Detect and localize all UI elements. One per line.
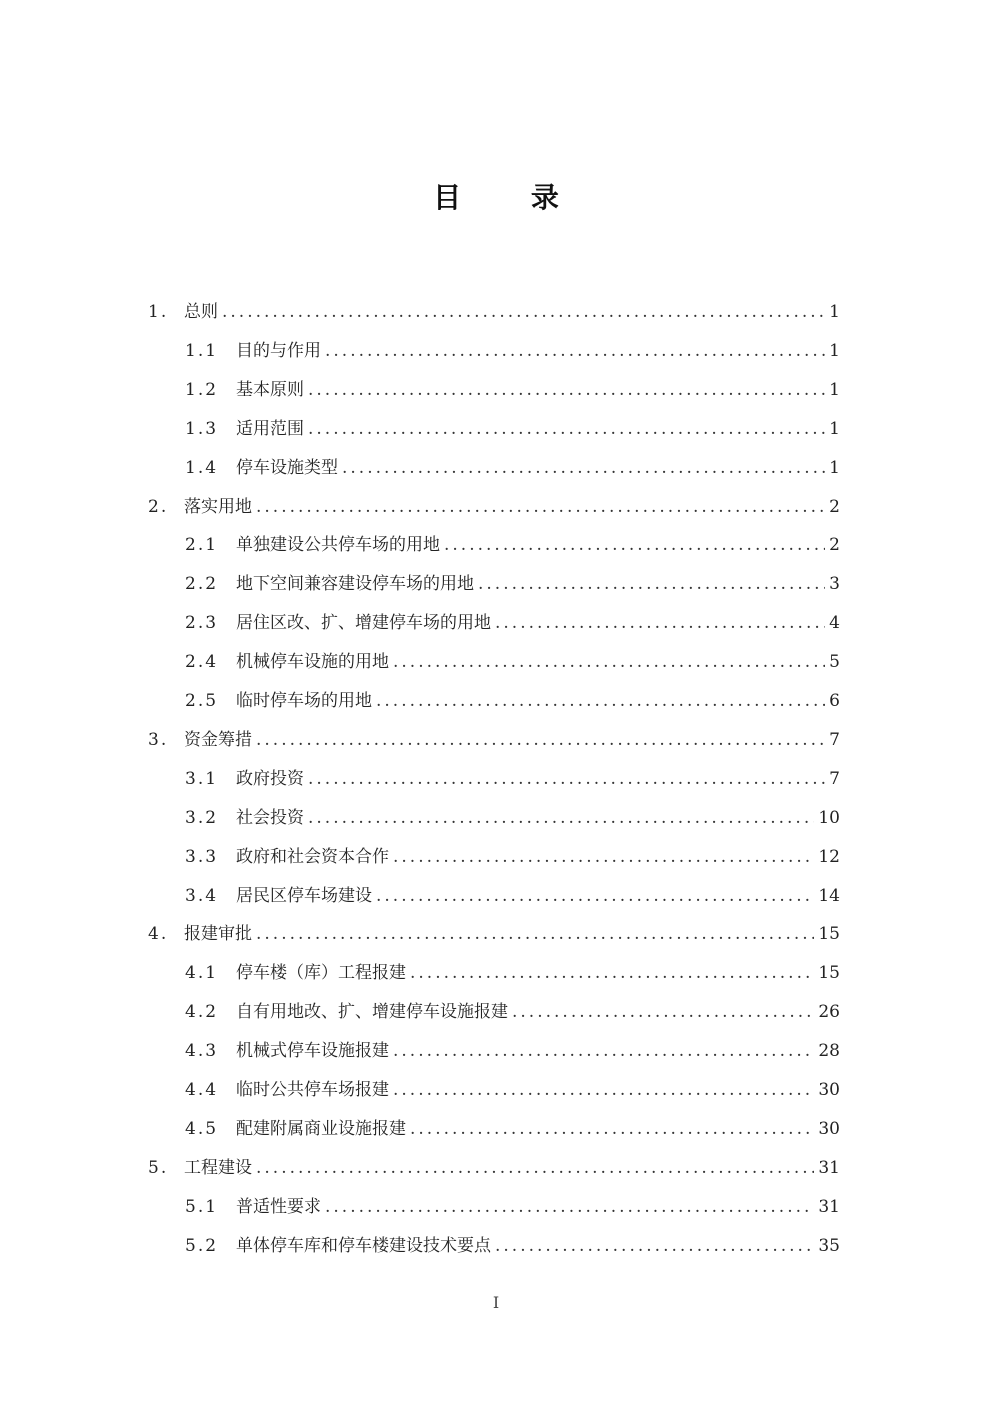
toc-entry-page: 1 xyxy=(829,457,840,478)
toc-entry-title: 停车设施类型 xyxy=(236,457,338,478)
toc-entry-page: 28 xyxy=(818,1041,840,1062)
toc-entry-page: 7 xyxy=(829,768,840,789)
toc-dot-leader xyxy=(256,1155,814,1181)
toc-dot-leader xyxy=(444,532,825,558)
toc-entry-number: 2.2 xyxy=(185,574,219,595)
toc-entry-page: 1 xyxy=(829,302,840,322)
toc-dot-leader xyxy=(308,416,825,442)
toc-entry-number: 4.4 xyxy=(185,1080,219,1100)
toc-dot-leader xyxy=(478,571,825,597)
toc-section-entry[interactable] xyxy=(185,1233,840,1259)
toc-dot-leader xyxy=(325,1194,814,1220)
toc-dot-leader xyxy=(222,299,825,325)
toc-entry-title: 资金筹措 xyxy=(184,729,252,750)
toc-section-entry[interactable] xyxy=(185,960,840,986)
toc-entry-page: 2 xyxy=(829,496,840,517)
toc-section-entry[interactable] xyxy=(185,1116,840,1142)
toc-entry-number: 1.1 xyxy=(185,340,219,361)
toc-entry-title: 临时公共停车场报建 xyxy=(236,1080,389,1100)
toc-entry-title: 报建审批 xyxy=(184,924,252,945)
toc-entry-number: 2. xyxy=(148,496,169,517)
toc-dot-leader xyxy=(393,649,825,675)
toc-entry-page: 3 xyxy=(829,574,840,595)
toc-entry-page: 30 xyxy=(818,1080,840,1100)
toc-dot-leader xyxy=(256,727,825,753)
toc-entry-title: 落实用地 xyxy=(184,496,252,517)
toc-entry-title: 总则 xyxy=(184,302,218,322)
toc-entry-page: 1 xyxy=(829,340,840,361)
toc-section-entry[interactable] xyxy=(185,532,840,558)
toc-entry-number: 2.5 xyxy=(185,691,219,711)
toc-entry-title: 单体停车库和停车楼建设技术要点 xyxy=(236,1235,491,1256)
toc-entry-number: 1.2 xyxy=(185,379,219,400)
toc-entry-title: 地下空间兼容建设停车场的用地 xyxy=(236,574,474,595)
toc-entry-page: 12 xyxy=(818,846,840,867)
toc-entry-number: 1.3 xyxy=(185,418,219,439)
toc-dot-leader xyxy=(308,377,825,403)
toc-entry-title: 单独建设公共停车场的用地 xyxy=(236,535,440,556)
page-number: I xyxy=(492,1293,500,1312)
toc-dot-leader xyxy=(256,921,814,947)
toc-entry-title: 停车楼（库）工程报建 xyxy=(236,963,406,984)
toc-dot-leader xyxy=(495,610,825,636)
toc-entry-number: 3.3 xyxy=(185,846,219,867)
toc-entry-title: 政府投资 xyxy=(236,768,304,789)
toc-entry-title: 普适性要求 xyxy=(236,1196,321,1217)
toc-dot-leader xyxy=(410,960,814,986)
toc-section-entry[interactable] xyxy=(185,455,840,481)
toc-section-entry[interactable] xyxy=(185,766,840,792)
toc-dot-leader xyxy=(376,688,825,714)
toc-entry-title: 临时停车场的用地 xyxy=(236,691,372,711)
toc-entry-page: 26 xyxy=(818,1002,840,1023)
toc-section-entry[interactable] xyxy=(185,1077,840,1103)
toc-entry-title: 自有用地改、扩、增建停车设施报建 xyxy=(236,1002,508,1023)
toc-dot-leader xyxy=(512,999,814,1025)
toc-entry-title: 配建附属商业设施报建 xyxy=(236,1118,406,1139)
toc-entry-title: 目的与作用 xyxy=(236,340,321,361)
toc-dot-leader xyxy=(393,844,814,870)
toc-chapter-entry[interactable] xyxy=(148,727,840,753)
toc-chapter-entry[interactable] xyxy=(148,1155,840,1181)
toc-dot-leader xyxy=(393,1038,814,1064)
toc-entry-page: 2 xyxy=(829,535,840,556)
toc-entry-title: 基本原则 xyxy=(236,379,304,400)
toc-section-entry[interactable] xyxy=(185,377,840,403)
toc-dot-leader xyxy=(256,494,825,520)
toc-section-entry[interactable] xyxy=(185,805,840,831)
toc-section-entry[interactable] xyxy=(185,571,840,597)
toc-entry-number: 4. xyxy=(148,924,169,945)
toc-entry-number: 4.2 xyxy=(185,1002,219,1023)
toc-chapter-entry[interactable] xyxy=(148,921,840,947)
toc-entry-page: 15 xyxy=(818,963,840,984)
page-title: 目 录 xyxy=(433,181,589,214)
toc-section-entry[interactable] xyxy=(185,688,840,714)
toc-entry-number: 5.1 xyxy=(185,1196,219,1217)
toc-entry-page: 15 xyxy=(818,924,840,945)
toc-dot-leader xyxy=(325,338,825,364)
toc-dot-leader xyxy=(308,805,814,831)
toc-entry-title: 机械停车设施的用地 xyxy=(236,652,389,673)
toc-entry-number: 3.2 xyxy=(185,807,219,828)
toc-dot-leader xyxy=(410,1116,814,1142)
toc-entry-title: 社会投资 xyxy=(236,807,304,828)
toc-entry-number: 2.3 xyxy=(185,613,219,634)
toc-entry-page: 31 xyxy=(818,1157,840,1178)
toc-entry-page: 5 xyxy=(829,652,840,673)
toc-entry-title: 政府和社会资本合作 xyxy=(236,846,389,867)
toc-entry-title: 适用范围 xyxy=(236,418,304,439)
toc-dot-leader xyxy=(376,883,814,909)
toc-entry-number: 1.4 xyxy=(185,457,219,478)
toc-section-entry[interactable] xyxy=(185,338,840,364)
toc-entry-number: 4.1 xyxy=(185,963,219,984)
toc-entry-title: 机械式停车设施报建 xyxy=(236,1041,389,1062)
toc-dot-leader xyxy=(308,766,825,792)
toc-entry-title: 居住区改、扩、增建停车场的用地 xyxy=(236,613,491,634)
toc-entry-number: 4.3 xyxy=(185,1041,219,1062)
toc-entry-page: 14 xyxy=(818,885,840,906)
toc-entry-number: 3.1 xyxy=(185,768,219,789)
toc-section-entry[interactable] xyxy=(185,883,840,909)
toc-entry-page: 30 xyxy=(818,1118,840,1139)
toc-entry-number: 5.2 xyxy=(185,1235,219,1256)
toc-entry-page: 7 xyxy=(829,729,840,750)
toc-section-entry[interactable] xyxy=(185,1038,840,1064)
toc-section-entry[interactable] xyxy=(185,649,840,675)
toc-entry-page: 10 xyxy=(818,807,840,828)
toc-dot-leader xyxy=(342,455,825,481)
toc-section-entry[interactable] xyxy=(185,999,840,1025)
toc-entry-page: 4 xyxy=(829,613,840,634)
toc-section-entry[interactable] xyxy=(185,844,840,870)
toc-entry-page: 31 xyxy=(818,1196,840,1217)
toc-entry-number: 4.5 xyxy=(185,1118,219,1139)
toc-entry-number: 3.4 xyxy=(185,885,219,906)
toc-entry-number: 5. xyxy=(148,1157,169,1178)
toc-chapter-entry[interactable] xyxy=(148,299,840,325)
toc-entry-page: 1 xyxy=(829,418,840,439)
toc-section-entry[interactable] xyxy=(185,610,840,636)
toc-entry-title: 工程建设 xyxy=(184,1157,252,1178)
toc-chapter-entry[interactable] xyxy=(148,494,840,520)
toc-dot-leader xyxy=(495,1233,814,1259)
toc-entry-title: 居民区停车场建设 xyxy=(236,885,372,906)
toc-section-entry[interactable] xyxy=(185,416,840,442)
toc-entry-number: 2.4 xyxy=(185,652,219,673)
toc-entry-number: 2.1 xyxy=(185,535,219,556)
toc-entry-page: 1 xyxy=(829,379,840,400)
toc-dot-leader xyxy=(393,1077,814,1103)
toc-entry-page: 6 xyxy=(829,691,840,711)
toc-entry-number: 3. xyxy=(148,729,169,750)
toc-entry-number: 1. xyxy=(148,302,169,322)
toc-section-entry[interactable] xyxy=(185,1194,840,1220)
toc-entry-page: 35 xyxy=(818,1235,840,1256)
